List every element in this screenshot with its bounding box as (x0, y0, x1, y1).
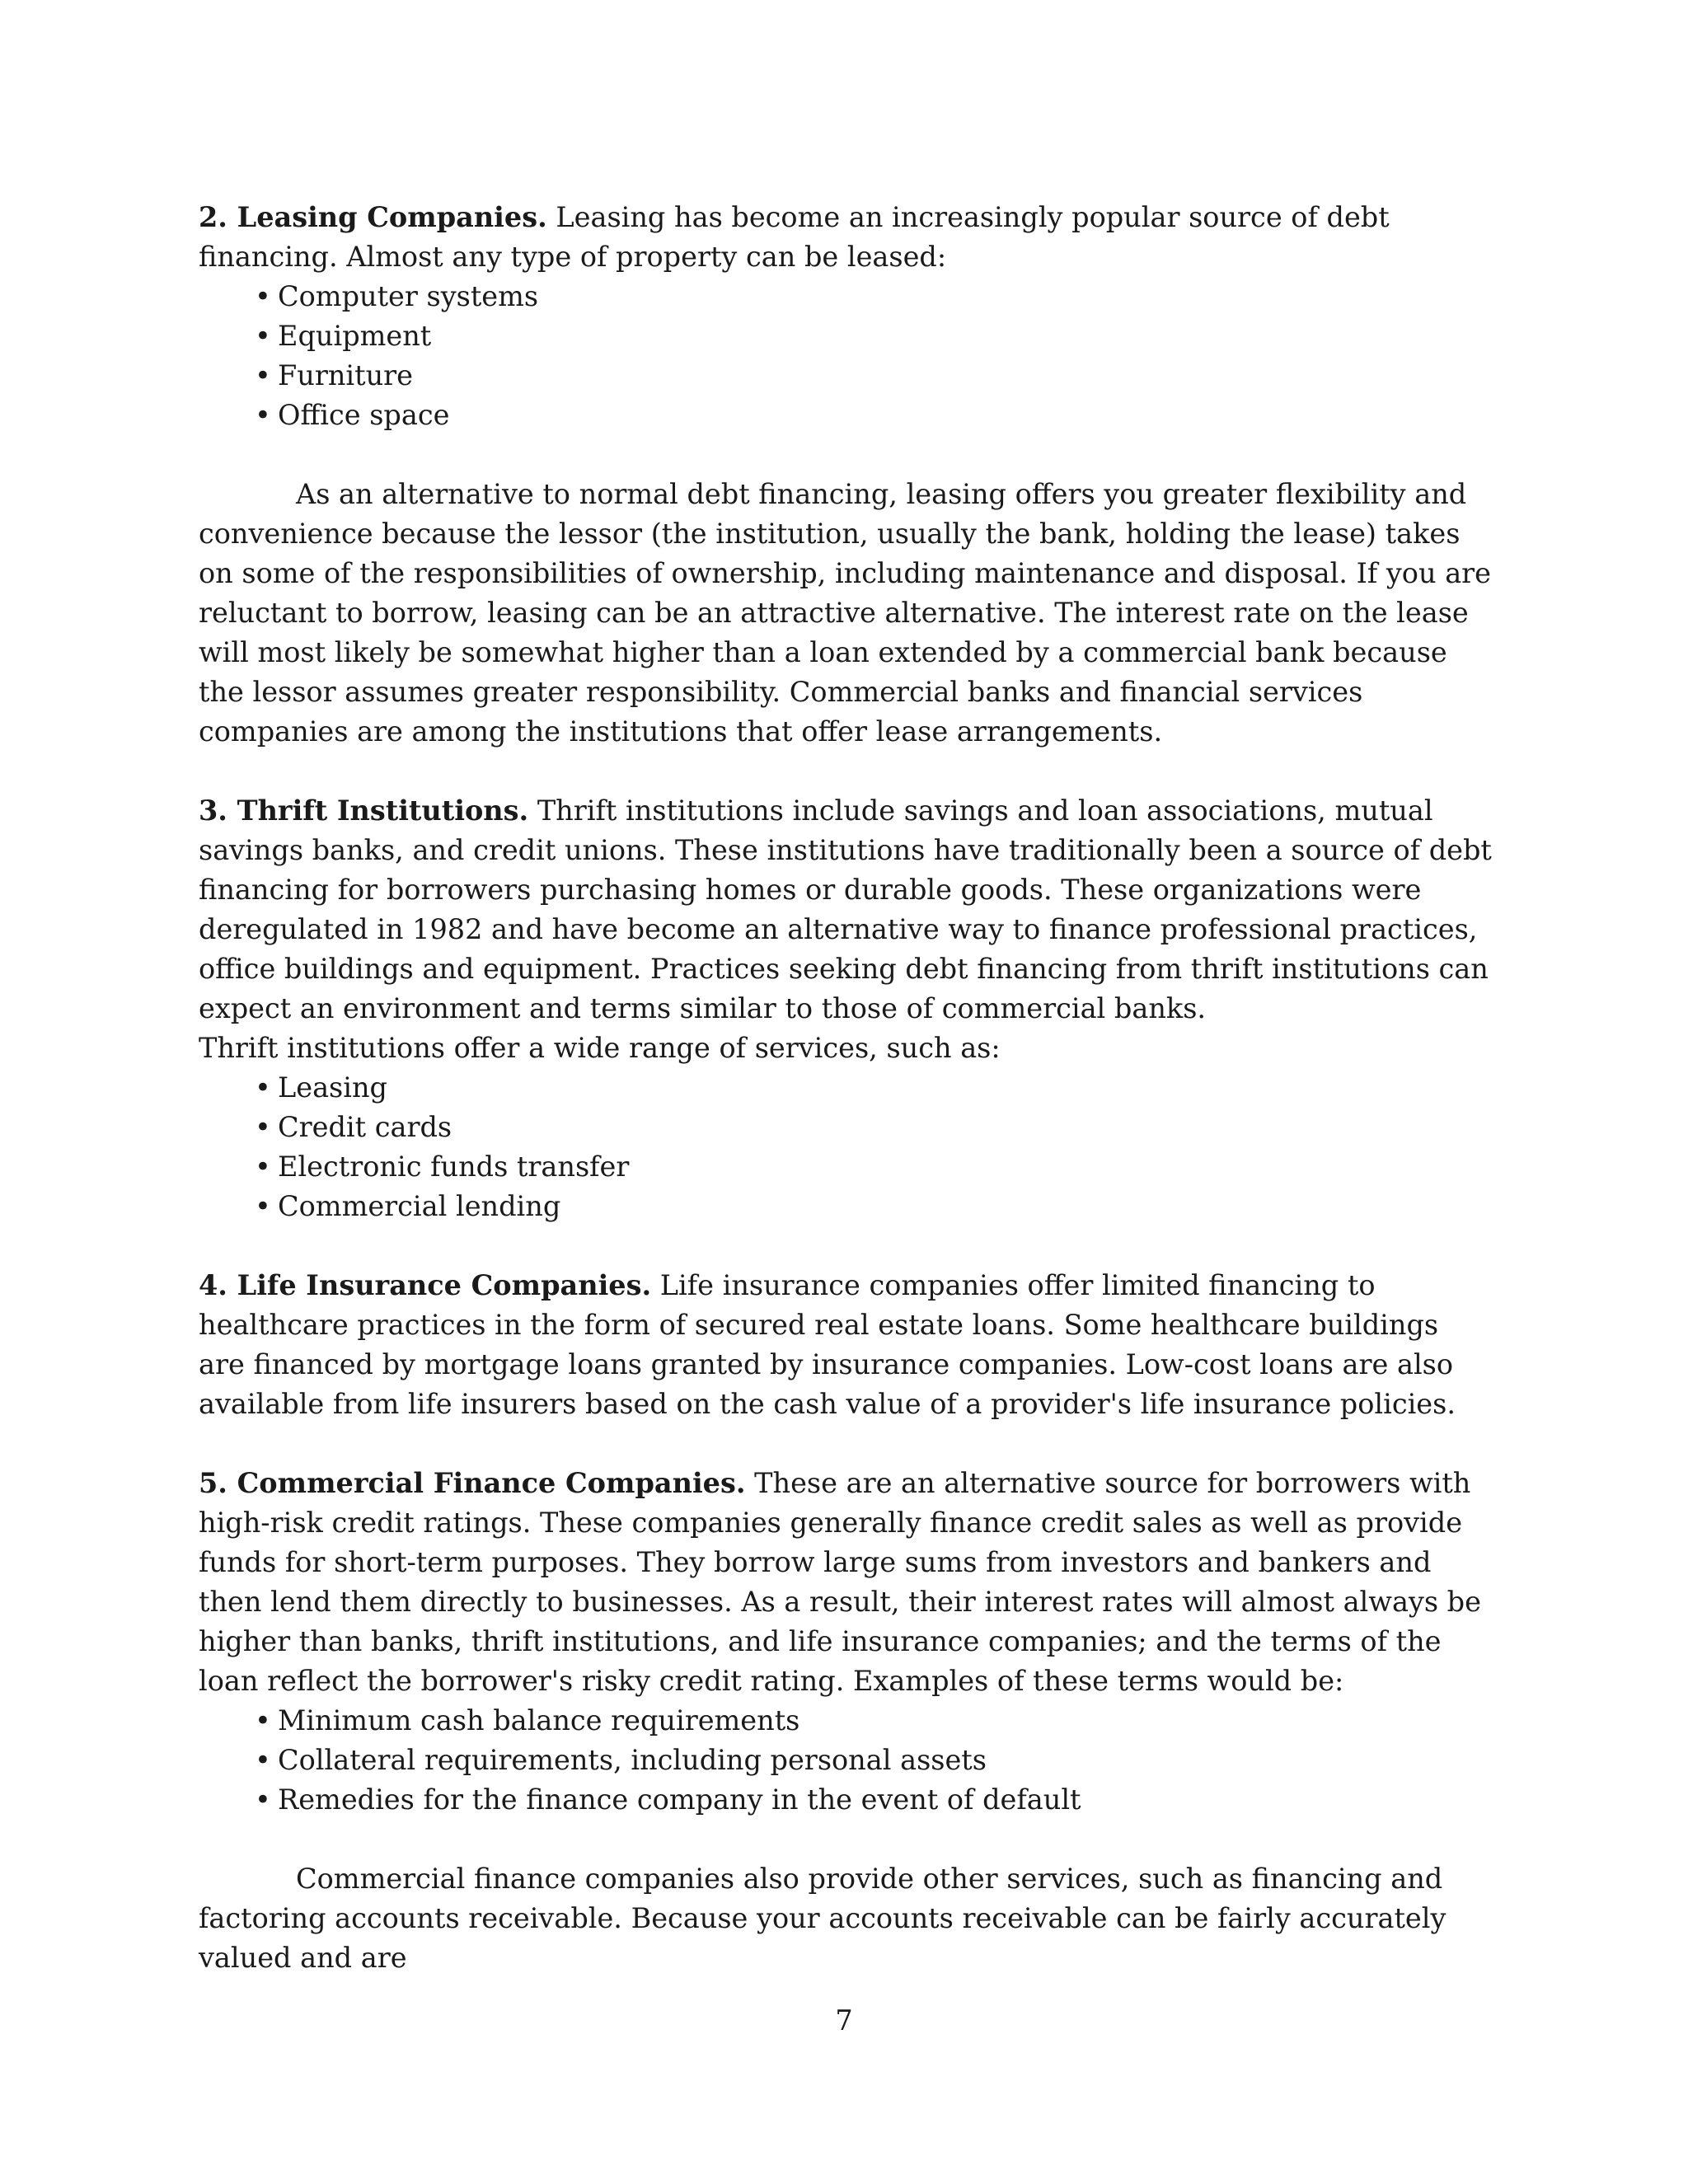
list-item: • Leasing (255, 1068, 1493, 1108)
leasing-property-list (199, 277, 1493, 435)
list-item: • Electronic funds transfer (255, 1147, 1493, 1187)
leasing-alternative-paragraph: As an alternative to normal debt financing, leasing offers you greater flexibility and convenience because the lessor (the institution, usually the bank, holding the lease) takes on some of the responsibilities of ownership, including maintenance and disposal. If you are reluctant to borrow, leasing can be an attractive alternative. The interest rate on the lease will most likely be somewhat higher than a loan extended by a commercial bank because the lessor assumes greater responsibility. Commercial banks and financial services companies are among the institutions that offer lease arrangements. (199, 478, 1492, 748)
leasing-intro-text: Leasing has become an increasingly popular source of debt financing. Almost any type of property can be leased: (199, 201, 1390, 273)
thrift-intro-paragraph (199, 791, 1493, 1029)
list-item: • Remedies for the finance company in the event of default (255, 1780, 1493, 1820)
list-item: • Equipment (255, 316, 1493, 356)
leasing-intro-paragraph (199, 198, 1493, 277)
list-item: • Collateral requirements, including personal assets (255, 1741, 1493, 1780)
commercial-finance-services-paragraph: Commercial finance companies also provide other services, such as financing and factoring accounts receivable. Because your accounts receivable can be fairly accurately valued and are (199, 1863, 1447, 1974)
life-insurance-paragraph (199, 1266, 1493, 1424)
page-number: 7 (835, 2004, 853, 2036)
document-page (199, 198, 1493, 1978)
list-item: • Credit cards (255, 1108, 1493, 1147)
list-item: • Computer systems (255, 277, 1493, 316)
thrift-services-list (199, 1068, 1493, 1226)
list-item: • Commercial lending (255, 1187, 1493, 1226)
commercial-finance-terms-list (199, 1701, 1493, 1820)
life-insurance-heading: 4. Life Insurance Companies. (199, 1269, 652, 1301)
life-insurance-text: Life insurance companies offer limited financing to healthcare practices in the form of secured real estate loans. Some healthcare buildings are financed by mortgage loans granted by insurance companies. Low-cost loans are also available from life insurers based on the cash value of a provider's life insurance policies. (199, 1269, 1456, 1420)
thrift-intro-text: Thrift institutions include savings and loan associations, mutual savings banks, and credit unions. These institutions have traditionally been a source of debt financing for borrowers purchasing homes or durable goods. These organizations were deregulated in 1982 and have become an alternative way to finance professional practices, office buildings and equipment. Practices seeking debt financing from thrift institutions can expect an environment and terms similar to those of commercial banks. (199, 794, 1492, 1024)
commercial-finance-paragraph (199, 1464, 1493, 1701)
thrift-list-intro: Thrift institutions offer a wide range of services, such as: (199, 1032, 1001, 1064)
thrift-heading: 3. Thrift Institutions. (199, 794, 529, 827)
list-item: • Furniture (255, 356, 1493, 396)
commercial-finance-heading: 5. Commercial Finance Companies. (199, 1467, 746, 1499)
leasing-heading: 2. Leasing Companies. (199, 201, 547, 233)
list-item: • Office space (255, 396, 1493, 435)
commercial-finance-text: These are an alternative source for borrowers with high-risk credit ratings. These companies generally finance credit sales as well as provide funds for short-term purposes. They borrow large sums from investors and bankers and then lend them directly to businesses. As a result, their interest rates will almost always be higher than banks, thrift institutions, and life insurance companies; and the terms of the loan reflect the borrower's risky credit rating. Examples of these terms would be: (199, 1467, 1481, 1697)
list-item: • Minimum cash balance requirements (255, 1701, 1493, 1741)
